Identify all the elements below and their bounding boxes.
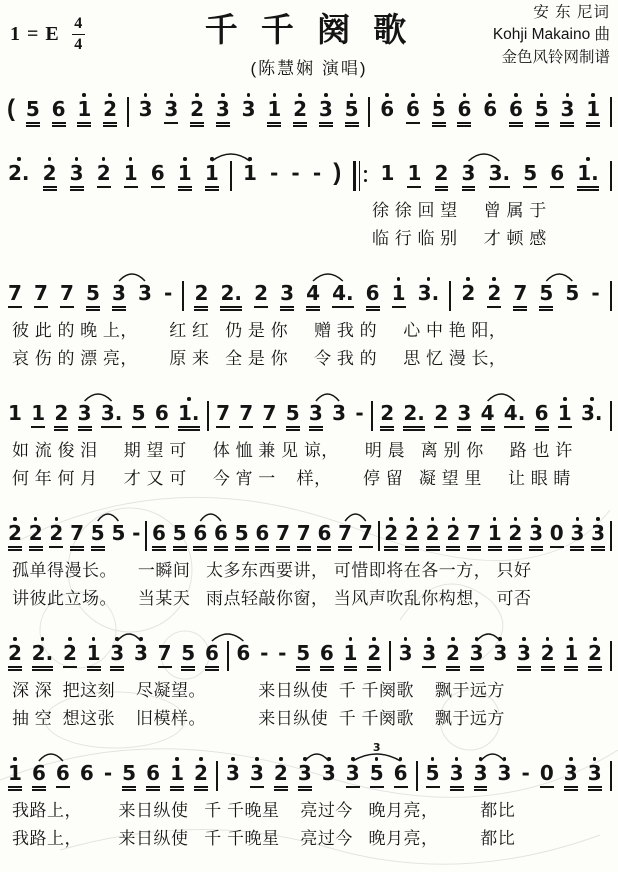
- lyrics-row: 讲彼此立场。 当某天 雨点轻敲你窗， 当风声吹乱你构想， 可否: [12, 589, 532, 608]
- score-line: [6, 390, 612, 492]
- note: 5: [171, 510, 189, 551]
- barline: [145, 521, 147, 551]
- note: 1: [8, 401, 22, 425]
- note: 3: [448, 750, 466, 791]
- note: 5: [294, 630, 312, 671]
- note: 6: [144, 750, 162, 791]
- note: 6: [236, 641, 251, 665]
- note: 3: [491, 630, 509, 664]
- note: 3: [317, 86, 335, 127]
- note: 5: [89, 510, 107, 551]
- note: 2.: [401, 390, 427, 431]
- note: 2: [192, 270, 210, 311]
- note: 2: [444, 630, 462, 671]
- rest-note: 0: [548, 510, 566, 548]
- note: 1: [405, 150, 423, 188]
- barline: [389, 641, 391, 671]
- note: 7: [237, 390, 255, 428]
- note: 3: [472, 750, 490, 791]
- rest-note: 0: [538, 750, 556, 788]
- dash-hold: -: [132, 521, 141, 545]
- note: 7: [156, 630, 174, 668]
- note: 7: [6, 270, 24, 308]
- dash-hold: -: [291, 161, 300, 185]
- barline: [610, 641, 612, 671]
- note: 2: [378, 390, 396, 431]
- note: 6: [548, 150, 566, 188]
- header: [0, 0, 618, 80]
- note: 3.: [99, 390, 125, 428]
- note: 3: [397, 630, 415, 664]
- note-row: [6, 150, 612, 196]
- note: 2: [403, 510, 421, 551]
- note: 6: [404, 86, 422, 124]
- note: 2: [424, 510, 442, 551]
- dash-hold: -: [278, 641, 287, 665]
- note: 1: [562, 630, 580, 671]
- score-line: [6, 86, 612, 132]
- note: 3: [568, 510, 586, 551]
- note: 1: [6, 750, 24, 791]
- barline: [207, 401, 209, 431]
- note: 3: [515, 630, 533, 671]
- note: 5: [284, 390, 302, 431]
- note: 1: [75, 86, 93, 127]
- lyrics-row: 哀 伤 的 漂 亮， 原 来 全 是 你 令 我 的 思 忆 漫 长，: [12, 349, 507, 368]
- note: 6: [30, 750, 48, 791]
- note: 3.: [487, 150, 513, 188]
- note: 2: [52, 390, 70, 431]
- barline: [371, 401, 373, 431]
- note: 3.: [579, 390, 605, 424]
- note: 7: [357, 510, 375, 548]
- note: 1: [29, 390, 47, 428]
- note: 3: [248, 750, 266, 788]
- note: 7: [261, 390, 279, 428]
- lyrics-row: 如 流 俊 泪 期 望 可 体 恤 兼 见 谅， 明 晨 离 别 你 路 也 许: [12, 441, 573, 460]
- note: 7: [68, 510, 86, 551]
- note: 5: [130, 390, 148, 428]
- note: 7: [274, 510, 292, 551]
- dash-hold: -: [260, 641, 269, 665]
- transcriber-credit: 金色风铃网制谱: [501, 48, 610, 66]
- note: 3: [332, 401, 347, 425]
- lyrics-row: 徐 徐 回 望 曾 属 于: [372, 201, 547, 220]
- lyrics-row: 我路上， 来日纵使 千 千晚星 亮过今 晚月亮， 都比: [12, 801, 516, 820]
- note: 6: [191, 510, 209, 551]
- note: 3: [589, 510, 607, 551]
- note: 2: [95, 150, 113, 188]
- barline: [416, 761, 418, 791]
- parenthesis: (: [7, 95, 15, 122]
- note: 2: [459, 270, 477, 304]
- lyrics-row: 孤单得漫长。 一瞬间 太多东西要讲， 可惜即将在各一方， 只好: [12, 561, 532, 580]
- lyrics-row: 临 行 临 别 才 顿 感: [372, 229, 547, 248]
- score-line: [6, 270, 612, 372]
- meter-numerator: 4: [74, 15, 83, 32]
- note: 6: [203, 630, 221, 671]
- score-line: [6, 630, 612, 732]
- note: 5: [537, 270, 555, 311]
- note: 3: [138, 281, 152, 305]
- note: 1: [556, 390, 574, 428]
- lyricist-credit: 安 东 尼词: [533, 4, 610, 21]
- note: 3: [214, 86, 232, 127]
- note: 2: [27, 510, 45, 551]
- note: 4: [479, 390, 497, 431]
- note: 6: [50, 86, 68, 127]
- note: 3: [320, 750, 338, 784]
- note: 3: [68, 150, 86, 191]
- note: 6: [455, 86, 473, 127]
- note: 1: [486, 510, 504, 551]
- note: 3: [162, 86, 180, 124]
- note: 6: [481, 86, 499, 120]
- dash-hold: -: [103, 761, 113, 785]
- composer-credit: Kohji Makaino 曲: [492, 26, 610, 44]
- note-row: [6, 390, 612, 436]
- parenthesis: ): [333, 159, 342, 186]
- svg-text:3: 3: [372, 741, 381, 754]
- note: 2.: [6, 150, 32, 184]
- lyrics-row: 抽 空 想这张 旧模样。 来日纵使 千 千阕歌 飘于远方: [12, 709, 505, 728]
- note: 2: [291, 86, 309, 127]
- note: 1: [176, 150, 194, 191]
- note: 2: [485, 270, 503, 308]
- dash-hold: -: [269, 161, 279, 185]
- note: 3: [455, 390, 473, 431]
- performer-credit: (陈慧娴 演唱): [250, 59, 368, 78]
- note: 3.: [416, 270, 442, 304]
- meter-denominator: 4: [74, 35, 83, 53]
- note: 3: [240, 86, 258, 120]
- note: 3: [527, 510, 545, 551]
- note: 5: [179, 630, 197, 671]
- note: 2: [272, 750, 290, 791]
- score-line: [6, 741, 612, 852]
- repeat-start-sign: [351, 161, 369, 191]
- note: 3: [586, 750, 604, 791]
- barline: [610, 401, 612, 431]
- note: 4.: [330, 270, 356, 308]
- note: 2: [101, 86, 119, 127]
- note: 1.: [176, 390, 202, 431]
- note: 3: [110, 270, 128, 311]
- note: 3: [420, 630, 438, 668]
- key-label: 1 = E: [10, 22, 60, 45]
- note: 6: [149, 150, 167, 188]
- note: 3: [278, 270, 296, 311]
- barline: [610, 281, 612, 311]
- barline: [368, 97, 370, 127]
- note: 1: [203, 150, 221, 191]
- note: 5: [84, 270, 102, 311]
- note: 5: [233, 510, 251, 551]
- lyrics-row: 彼 此 的 晚 上， 红 红 仍 是 你 赠 我 的 心 中 艳 阳，: [12, 321, 507, 340]
- note: 3: [558, 86, 576, 127]
- note: 6: [212, 510, 230, 551]
- dash-hold: -: [521, 761, 530, 785]
- note: 6: [507, 86, 525, 127]
- note-row: [6, 630, 612, 676]
- song-title: 千 千 阕 歌: [204, 11, 414, 48]
- note: 1: [265, 86, 283, 127]
- note: 1: [168, 750, 186, 791]
- note: 3: [460, 150, 478, 191]
- note: 5: [424, 750, 442, 788]
- note: 4: [304, 270, 322, 311]
- note: 2: [6, 510, 24, 551]
- note: 5: [111, 521, 126, 545]
- note: 2: [6, 630, 24, 671]
- note: 7: [32, 270, 50, 308]
- note: 6: [378, 86, 396, 120]
- note: 2: [365, 630, 383, 671]
- note: 2.: [218, 270, 244, 311]
- note: 5: [120, 750, 138, 791]
- note: 7: [336, 510, 354, 551]
- note: 7: [295, 510, 313, 551]
- note: 1.: [575, 150, 601, 191]
- note: 5: [521, 150, 539, 188]
- note: 1: [85, 630, 103, 671]
- note: 6: [150, 510, 168, 551]
- barline: [127, 97, 129, 127]
- note: 2: [41, 150, 59, 191]
- note: 2: [192, 750, 210, 791]
- note: 7: [58, 270, 76, 308]
- note: 5: [343, 86, 361, 127]
- note: 5: [368, 750, 386, 788]
- note: 3: [137, 86, 155, 120]
- note: 6: [315, 510, 333, 551]
- note: 3: [562, 750, 580, 791]
- note: 2: [188, 86, 206, 127]
- dash-hold: -: [164, 281, 173, 305]
- barline: [182, 281, 184, 311]
- note: 5: [565, 281, 580, 305]
- note: 1: [584, 86, 602, 127]
- barline: [610, 761, 612, 791]
- note: 2: [433, 150, 451, 191]
- barline: [230, 161, 232, 191]
- note: 3: [296, 750, 314, 791]
- lyrics-row: 深 深 把这刻 尽凝望。 来日纵使 千 千阕歌 飘于远方: [12, 681, 505, 700]
- note: 6: [392, 750, 410, 788]
- lyrics-row: 我路上， 来日纵使 千 千晚星 亮过今 晚月亮， 都比: [12, 829, 516, 848]
- note: 6: [253, 510, 271, 551]
- note: 3: [307, 390, 325, 431]
- note-row: [6, 86, 612, 132]
- note: 3: [108, 630, 126, 671]
- lyrics-row: 何 年 何 月 才 又 可 今 宵 一 样， 停 留 凝 望 里 让 眼 睛: [12, 469, 571, 488]
- score-body: [0, 80, 618, 852]
- score-line: [6, 510, 612, 612]
- barline: [216, 761, 218, 791]
- note: 2: [539, 630, 557, 671]
- barline: [610, 97, 612, 127]
- note: 7: [465, 510, 483, 551]
- note: 2.: [30, 630, 56, 671]
- note: 7: [214, 390, 232, 428]
- score-line: [6, 150, 612, 252]
- note: 6: [153, 390, 171, 428]
- note: 3: [468, 630, 486, 671]
- note: 2: [586, 630, 604, 671]
- credits-block: [493, 2, 610, 69]
- note: 3: [132, 630, 150, 664]
- note: 6: [54, 750, 72, 788]
- note: 3: [224, 750, 242, 784]
- note: 6: [364, 270, 382, 311]
- note: 1: [380, 161, 395, 185]
- note: 2: [382, 510, 400, 551]
- note: 2: [252, 270, 270, 308]
- note-row: [6, 741, 612, 796]
- note: 5: [430, 86, 448, 127]
- note: 4.: [502, 390, 528, 428]
- note: 1: [122, 150, 140, 188]
- note: 2: [432, 390, 450, 428]
- note: 1: [241, 150, 259, 184]
- note: 6: [79, 761, 94, 785]
- dash-hold: -: [312, 161, 322, 185]
- dash-hold: -: [591, 281, 600, 305]
- note: 2: [47, 510, 65, 548]
- note: 3: [496, 750, 514, 784]
- note: 7: [511, 270, 529, 311]
- note-row: [6, 270, 612, 316]
- note: 6: [533, 390, 551, 431]
- barline: [610, 521, 612, 551]
- dash-hold: -: [355, 401, 364, 425]
- barline: [378, 521, 380, 551]
- note: 3: [344, 750, 362, 788]
- note: 6: [318, 630, 336, 671]
- note: 1: [390, 270, 408, 308]
- note: 2: [444, 510, 462, 551]
- note: 2: [61, 630, 79, 668]
- note: 3: [76, 390, 94, 431]
- note: 5: [24, 86, 42, 127]
- barline: [610, 161, 612, 191]
- note: 1: [342, 630, 360, 671]
- barline: [449, 281, 451, 311]
- note: 5: [533, 86, 551, 127]
- note: 2: [506, 510, 524, 551]
- barline: [227, 641, 229, 671]
- note-row: [6, 510, 612, 556]
